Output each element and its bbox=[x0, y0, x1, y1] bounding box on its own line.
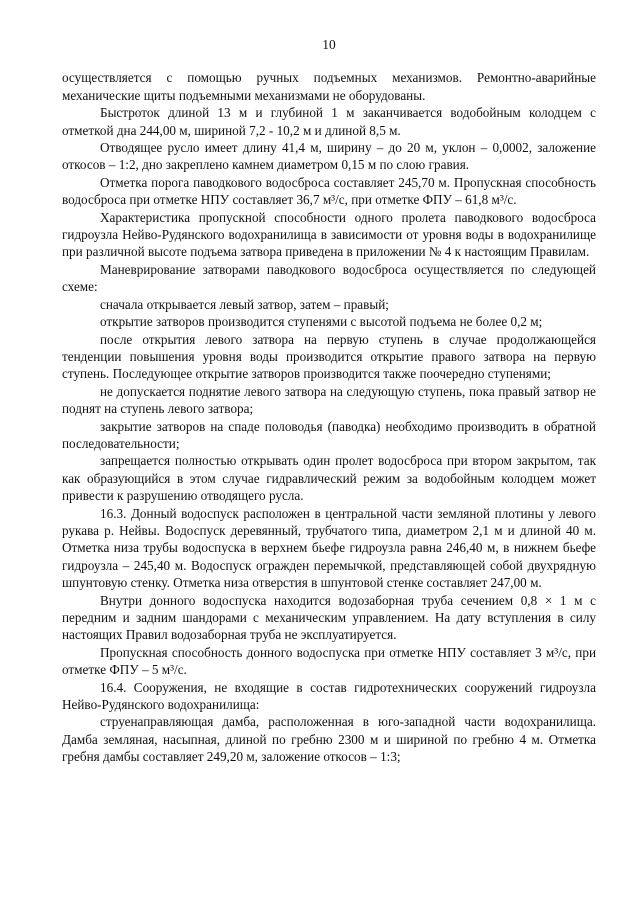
paragraph: сначала открывается левый затвор, затем – правый; bbox=[100, 296, 389, 312]
paragraph: закрытие затворов на спаде половодья (паводка) необходимо производить в обратной последовательности; bbox=[62, 418, 596, 451]
paragraph: 16.3. Донный водоспуск расположен в центральной части земляной плотины у левого рукава р. Нейвы. Водоспуск деревянный, трубчатого типа, диаметром 2,1 м и длиной 40 м. Отметка низа трубы водоспуска в верхнем бьефе гидроузла равна 246,40 м, в нижнем бьефе гидроузла – 245,40 м. Водоспуск огражден перемычкой, представляющей собой двухрядную шпунтовую стенку. Отметка низа отверстия в шпунтовой стенке составляет 247,00 м. bbox=[62, 505, 596, 591]
paragraph: Быстроток длиной 13 м и глубиной 1 м заканчивается водобойным колодцем с отметкой дна 244,00 м, шириной 7,2 - 10,2 м и длиной 8,5 м. bbox=[62, 105, 596, 138]
paragraph: струенаправляющая дамба, расположенная в юго-западной части водохранилища. Дамба земляная, насыпная, длиной по гребню 2300 м и шириной по гребню 4 м. Отметка гребня дамбы составляет 249,20 м, заложение откосов – 1:3; bbox=[62, 714, 596, 765]
paragraph: после открытия левого затвора на первую ступень в случае продолжающейся тенденции повышения уровня воды производится открытие правого затвора на первую ступень. Последующее открытие затворов производится также поочередно ступенями; bbox=[62, 331, 596, 382]
paragraph: Отводящее русло имеет длину 41,4 м, ширину – до 20 м, уклон – 0,0002, заложение откосов – 1:2, дно закреплено камнем диаметром 0,15 м по слою гравия. bbox=[62, 140, 596, 173]
document-body bbox=[62, 69, 596, 765]
paragraph: запрещается полностью открывать один пролет водосброса при втором закрытом, так как образующийся в этом случае гидравлический режим за водобойным колодцем может привести к разрушению отводящего русла. bbox=[62, 453, 596, 504]
paragraph: осуществляется с помощью ручных подъемных механизмов. Ремонтно-аварийные механические щиты подъемными механизмами не оборудованы. bbox=[62, 70, 596, 103]
paragraph: Пропускная способность донного водоспуска при отметке НПУ составляет 3 м³/с, при отметке ФПУ – 5 м³/с. bbox=[62, 644, 596, 678]
paragraph: Внутри донного водоспуска находится водозаборная труба сечением 0,8 × 1 м с передним и задним шандорами с механическим управлением. На дату вступления в силу настоящих Правил водозаборная труба не эксплуатируется. bbox=[62, 592, 596, 643]
paragraph: открытие затворов производится ступенями с высотой подъема не более 0,2 м; bbox=[100, 314, 543, 330]
paragraph: Отметка порога паводкового водосброса составляет 245,70 м. Пропускная способность водосброса при отметке НПУ составляет 36,7 м³/с, при отметке ФПУ – 61,8 м³/с. bbox=[62, 174, 596, 208]
paragraph: 16.4. Сооружения, не входящие в состав гидротехнических сооружений гидроузла Нейво-Рудянского водохранилища: bbox=[62, 679, 596, 713]
page-number: 10 bbox=[322, 37, 336, 52]
paragraph: Характеристика пропускной способности одного пролета паводкового водосброса гидроузла Нейво-Рудянского водохранилища в зависимости от уровня воды в водохранилище при различной высоте подъема затвора приведена в приложении № 4 к настоящим Правилам. bbox=[62, 209, 596, 260]
paragraph: не допускается поднятие левого затвора на следующую ступень, пока правый затвор не поднят на ступень левого затвора; bbox=[62, 383, 596, 417]
paragraph: Маневрирование затворами паводкового водосброса осуществляется по следующей схеме: bbox=[62, 261, 596, 295]
